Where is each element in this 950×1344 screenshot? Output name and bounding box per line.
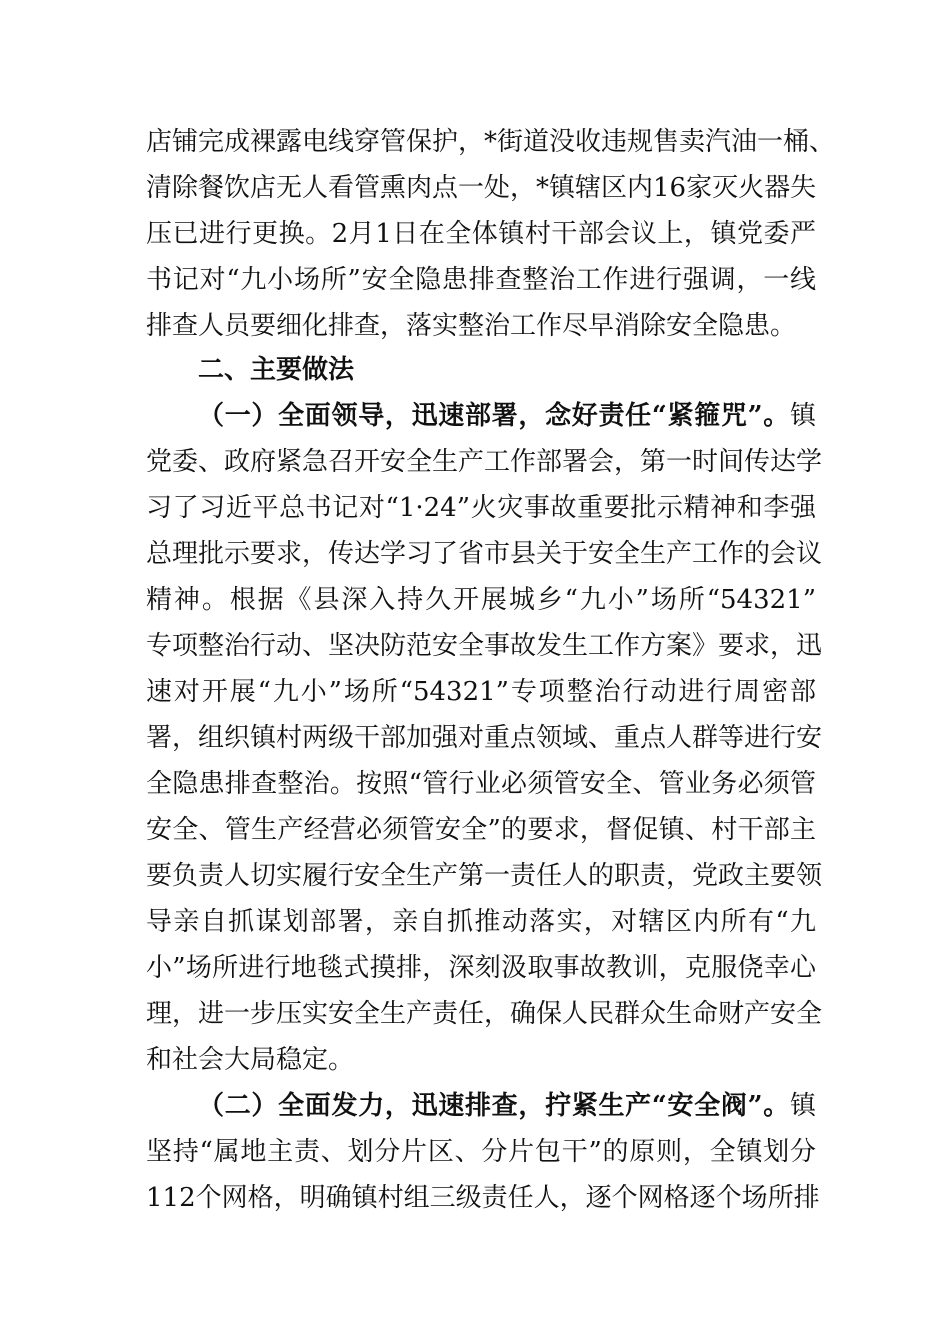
text-line: 112个网格，明确镇村组三级责任人，逐个网格逐个场所排 — [146, 1183, 820, 1213]
text-line: 坚持“属地主责、划分片区、分片包干”的原则，全镇划分 — [146, 1137, 816, 1167]
text-line: 专项整治行动、坚决防范安全事故发生工作方案》要求，迅 — [146, 631, 823, 661]
text-line: 店铺完成裸露电线穿管保护，*街道没收违规售卖汽油一桶、 — [146, 127, 836, 157]
text-line: 精神。根据《县深入持久开展城乡“九小”场所“54321” — [146, 585, 816, 615]
text-line: 党委、政府紧急召开安全生产工作部署会，第一时间传达学 — [146, 447, 823, 477]
text-line: 安全、管生产经营必须管安全”的要求，督促镇、村干部主 — [146, 815, 816, 845]
text-line: 要负责人切实履行安全生产第一责任人的职责，党政主要领 — [146, 861, 823, 891]
text-line: 速对开展“九小”场所“54321”专项整治行动进行周密部 — [146, 677, 816, 707]
text-line: 署，组织镇村两级干部加强对重点领域、重点人群等进行安 — [146, 723, 823, 753]
subsection-heading-line: （二）全面发力，迅速排查，拧紧生产“安全阀”。镇 — [198, 1091, 816, 1121]
text-line: 书记对“九小场所”安全隐患排查整治工作进行强调，一线 — [146, 265, 816, 295]
text-line: 导亲自抓谋划部署，亲自抓推动落实，对辖区内所有“九 — [146, 907, 816, 937]
text-line: 理，进一步压实安全生产责任，确保人民群众生命财产安全 — [146, 999, 823, 1029]
section-heading: 二、主要做法 — [198, 355, 355, 385]
text-line: 全隐患排查整治。按照“管行业必须管安全、管业务必须管 — [146, 769, 816, 799]
text-line: 压已进行更换。2月1日在全体镇村干部会议上，镇党委严 — [146, 219, 816, 249]
text-line: 排查人员要细化排查，落实整治工作尽早消除安全隐患。 — [146, 311, 797, 341]
text-line: 习了习近平总书记对“1·24”火灾事故重要批示精神和李强 — [146, 493, 816, 523]
text-line: 和社会大局稳定。 — [146, 1045, 355, 1075]
text-line: 小”场所进行地毯式摸排，深刻汲取事故教训，克服侥幸心 — [146, 953, 816, 983]
text-line: 清除餐饮店无人看管熏肉点一处，*镇辖区内16家灭火器失 — [146, 173, 817, 203]
text-line: 总理批示要求，传达学习了省市县关于安全生产工作的会议 — [146, 539, 823, 569]
subsection-heading-line: （一）全面领导，迅速部署，念好责任“紧箍咒”。镇 — [198, 401, 816, 431]
